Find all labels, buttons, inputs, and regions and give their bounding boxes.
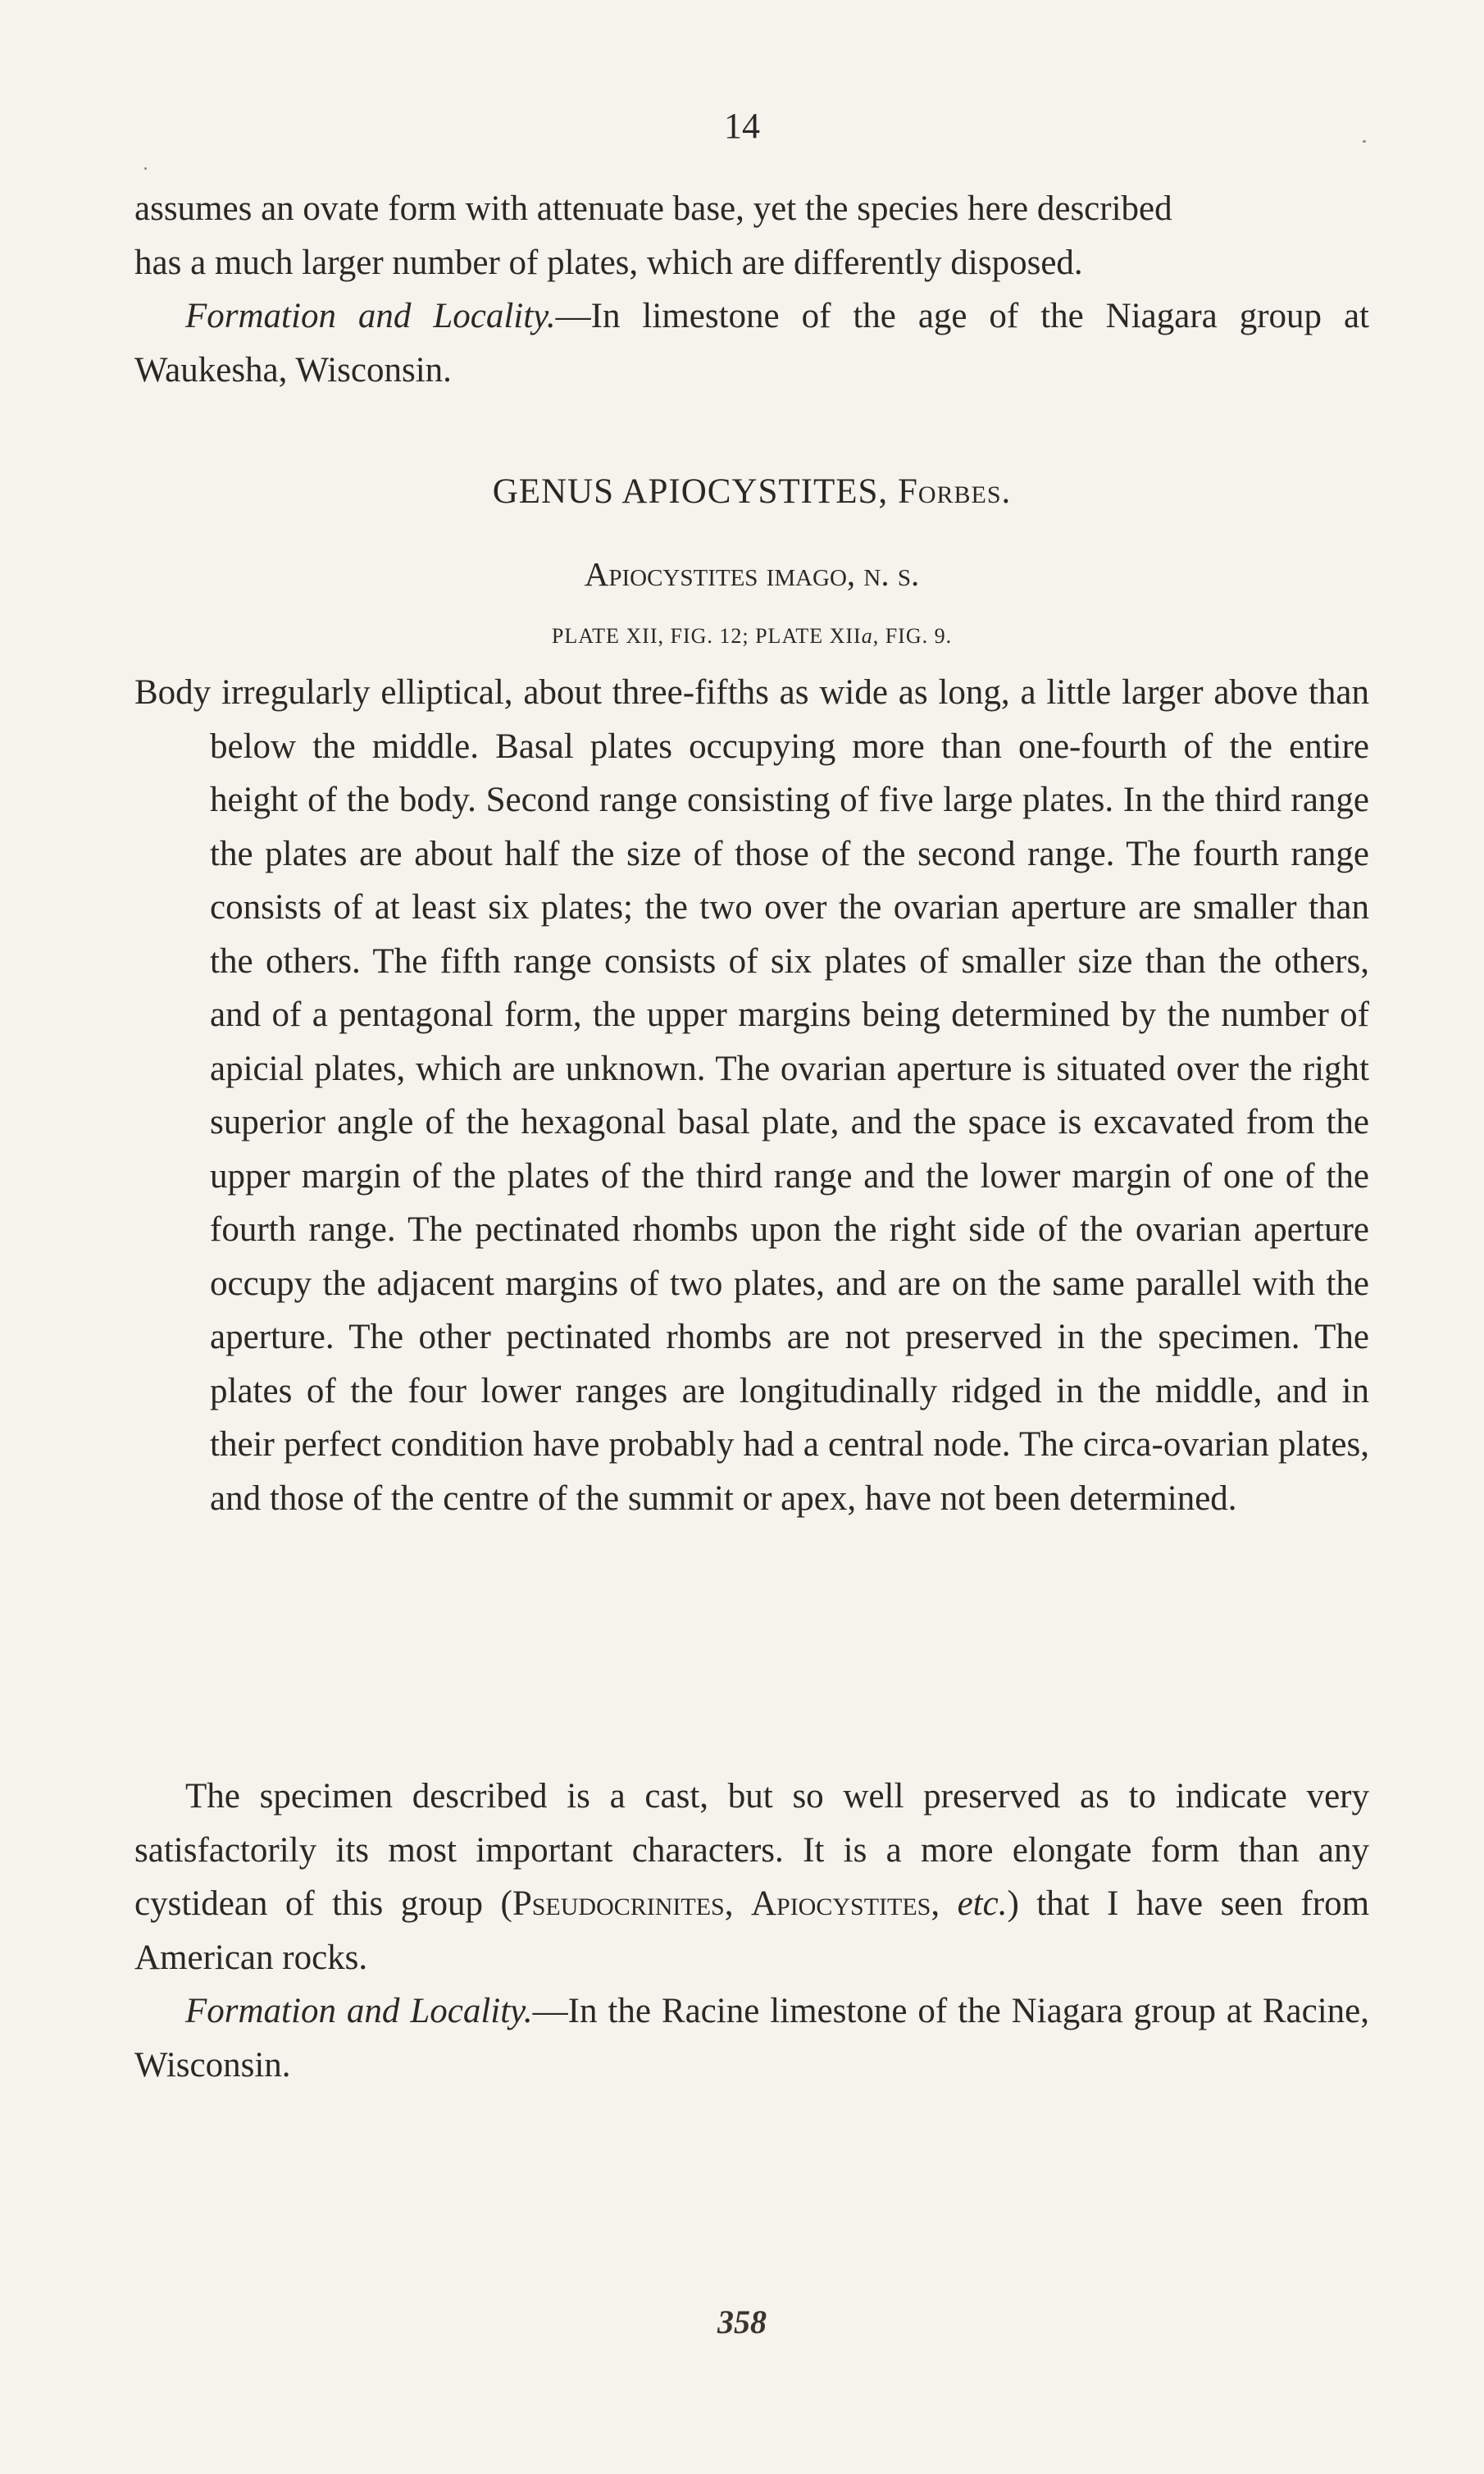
remarks-block: [134, 1770, 1369, 2092]
intro-line-1: assumes an ovate form with attenuate base, yet the species here described: [134, 189, 1172, 228]
genus-pseudocrinites: Pseudocrinites: [512, 1884, 725, 1923]
genus-heading: [134, 474, 1369, 509]
intro-formation-paragraph: [134, 289, 1369, 397]
plate-ref-main: PLATE XII, FIG. 12; PLATE XII: [551, 624, 862, 648]
species-heading: Apiocystites imago, n. s.: [584, 555, 920, 593]
plate-reference: [134, 626, 1369, 647]
intro-paragraph: [134, 182, 1369, 289]
intro-continuation: [134, 182, 1369, 397]
remarks-paragraph: [134, 1770, 1369, 1984]
remarks-text-2: ) that I have seen from American rocks.: [134, 1884, 1370, 1977]
page-number: 14: [724, 106, 760, 146]
formation-label: Formation and Locality.: [185, 297, 556, 335]
intro-line-2: has a much larger number of plates, which are differently disposed.: [134, 243, 1083, 282]
genus-apiocystites: Apiocystites: [750, 1884, 931, 1923]
paper-speck: [1363, 140, 1366, 143]
remarks-etc: etc.: [957, 1884, 1008, 1923]
formation-label-2: Formation and Locality.: [185, 1992, 533, 2030]
formation-text: —In limestone of the age of the Niagara group at Waukesha, Wisconsin.: [134, 297, 1370, 390]
plate-ref-end: , FIG. 9.: [872, 624, 953, 648]
handwritten-folio-number: 358: [717, 2303, 767, 2340]
remarks-text-1: The specimen described is a cast, but so well preserved as to indicate very satisfactorily its most important characters. It is a more elongate form than any cystidean of this group (: [134, 1777, 1369, 1923]
paper-speck: [144, 167, 147, 170]
remarks-separator-2: ,: [931, 1884, 958, 1923]
genus-name: GENUS APIOCYSTITES,: [492, 472, 898, 511]
formation-text-2: —In the Racine limestone of the Niagara group at Racine, Wisconsin.: [134, 1992, 1370, 2084]
remarks-separator: ,: [724, 1884, 751, 1923]
genus-author: Forbes.: [897, 472, 1012, 511]
formation-paragraph-2: [134, 1984, 1369, 2092]
species-description: [134, 666, 1369, 1525]
description-paragraph: Body irregularly elliptical, about three-fifths as wide as long, a little larger above than below the middle. Basal plates occupying more than one-fourth of the entire height of the body. Second range consisting of five large plates. In the third range the plates are about half the size of those of the second range. The fourth range consists of at least six plates; the two over the ovarian aperture are smaller than the others. The fifth range consists of six plates of smaller size than the others, and of a pentagonal form, the upper margins being determined by the number of apicial plates, which are unknown. The ovarian aperture is situated over the right superior angle of the hexagonal basal plate, and the space is excavated from the upper margin of the plates of the third range and the lower margin of one of the fourth range. The pectinated rhombs upon the right side of the ovarian aperture occupy the adjacent margins of two plates, and are on the same parallel with the aperture. The other pectinated rhombs are not preserved in the specimen. The plates of the four lower ranges are longitudinally ridged in the middle, and in their perfect condition have probably had a central node. The circa-ovarian plates, and those of the centre of the summit or apex, have not been determined.: [134, 673, 1369, 1518]
plate-ref-italic: a: [861, 624, 873, 648]
